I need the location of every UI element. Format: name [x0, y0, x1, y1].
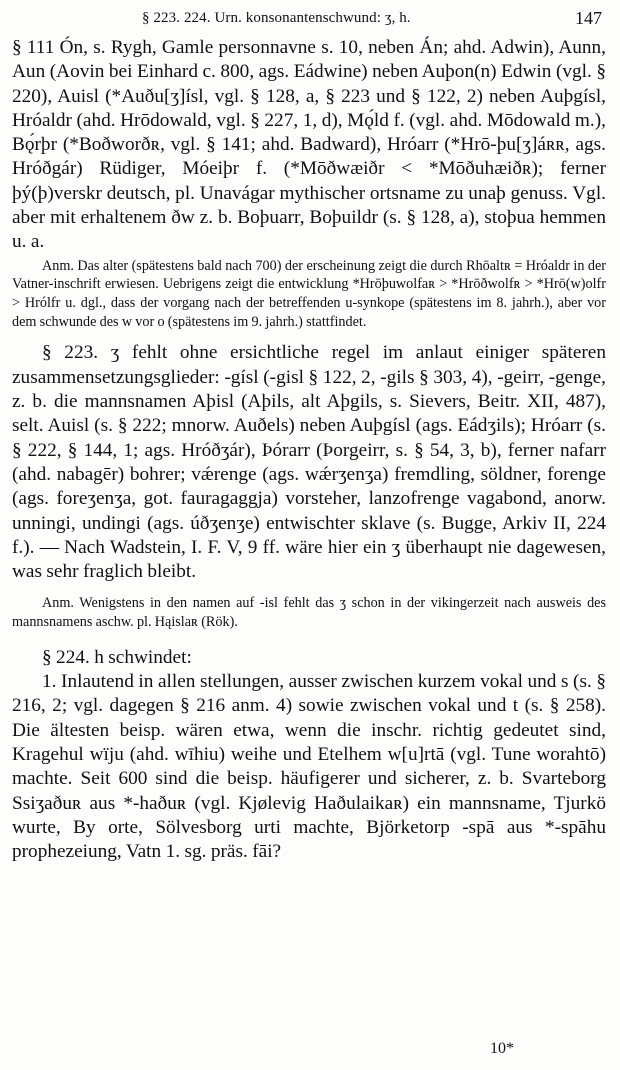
- page-number: 147: [575, 8, 602, 28]
- running-header: [12, 6, 606, 36]
- section-224-paragraph: 1. Inlautend in allen stellungen, ausser zwischen kurzem vokal und s (s. § 216, 2; vgl. dagegen § 216 anm. 4) sowie zwischen vokal und t (s. § 258). Die ältesten beisp. wären etwa, wenn die inschr. richtig gedeutet sind, Kragehul wïju (ahd. wīhiu) weihe und Etelhem w[u]rtā (vgl. Tune worahtō) machte. Seit 600 sind die beisp. häufigerer und sicherer, z. b. Svarteborg Ssiʒaðuʀ aus *-haðuʀ (vgl. Kjølevig Haðulaikaʀ) ein mannsname, Tjurkö wurte, By orte, Sölvesborg urti machte, Björketorp -spā aus *-spāhu prophezeiung, Vatn 1. sg. präs. fāi?: [12, 671, 606, 863]
- section-223-paragraph: § 223. ʒ fehlt ohne ersichtliche regel im anlaut einiger späteren zusammensetzungsglieder: -gísl (-gisl § 122, 2, -gils § 303, 4), -geirr, -genge, z. b. die mannsnamen Aþisl (Aþils, alt Aþgils, s. Sievers, Beitr. XII, 487), selt. Auisl (s. § 222; mnorw. Auðels) neben Auþgísl (ags. Eádʒils); Hróarr (s. § 222, § 144, 1; ags. Hróðʒár), Þórarr (Þorgeirr, s. § 54, 3, b), ferner nafarr (ahd. nabagēr) bohrer; vǽrenge (ags. wǽrʒenʒa) fremdling, söldner, forenge (ags. foreʒenʒa, got. fauragaggja) vorsteher, lanzofrenge vagabond, anorw. unningi, undingi (ags. úðʒenʒe) entwischter sklave (s. Bugge, Arkiv II, 224 f.). — Nach Wadstein, I. F. V, 9 ff. wäre hier ein ʒ überhaupt nie dagewesen, was sehr fraglich bleibt.: [12, 342, 606, 583]
- section-111-paragraph: § 111 Ón, s. Rygh, Gamle personnavne s. 10, neben Án; ahd. Adwin), Aunn, Aun (Aovin bei Einhard c. 800, ags. Eádwine) neben Auþon(n) Edwin (vgl. § 220), Auisl (*Auðu[ʒ]ísl, vgl. § 128, a, § 223 und § 122, 2) neben Auþgísl, Hróaldr (ahd. Hrōdowald, vgl. § 227, 1, d), Mǫ́ld f. (vgl. ahd. Mōdowald m.), Bǫ́rþr (*Boðworðʀ, vgl. § 141; ahd. Badward), Hróarr (*Hrō-þu[ʒ]áʀʀ, ags. Hróðgár) Rüdiger, Móeiþr f. (*Mōðwæiðr < *Mōðuhæiðʀ); ferner þý(þ)verskr deutsch, pl. Unavágar mythischer ortsname zu unaþ genuss. Vgl. aber mit erhaltenem ðw z. b. Boþuarr, Boþuildr (s. § 128, a), stoþua hemmen u. a.: [12, 37, 606, 253]
- note-anmerkung-2: Anm. Wenigstens in den namen auf -isl fehlt das ʒ schon in der vikingerzeit nach ausweis des mannsnamens aschw. pl. Hąislaʀ (Rök).: [12, 595, 606, 631]
- section-224-heading: § 224. h schwindet:: [42, 646, 192, 668]
- printer-signature: 10*: [490, 1040, 514, 1057]
- header-title: § 223. 224. Urn. konsonantenschwund: ʒ, h.: [142, 10, 411, 26]
- note-anmerkung-1: Anm. Das alter (spätestens bald nach 700) der erscheinung zeigt die durch Rhōaltʀ = Hróaldr in der Vatner-inschrift erwiesen. Uebrigens zeigt die entwicklung *Hrōþuwolfaʀ > *Hrōðwolfʀ > *Hrō(w)olfr > Hrólfr u. dgl., dass der vorgang nach der betreffenden u-synkope (spätestens im 8. jahrh.), aber vor dem schwunde des w vor o (spätestens im 9. jahrh.) stattfindet.: [12, 257, 606, 330]
